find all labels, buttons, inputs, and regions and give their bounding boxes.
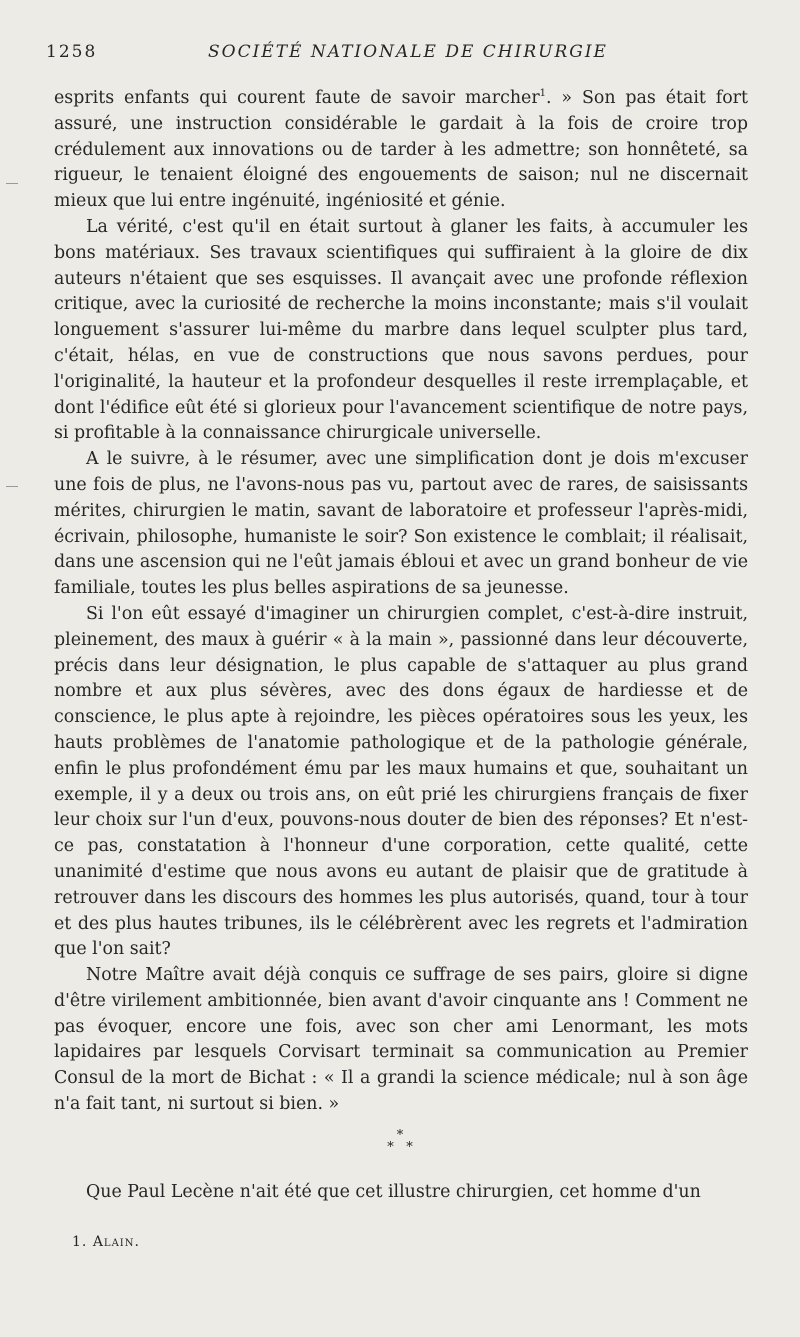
- running-title: SOCIÉTÉ NATIONALE DE CHIRURGIE: [208, 42, 608, 62]
- paragraph-3: A le suivre, à le résumer, avec une simplification dont je dois m'excuser une fois de plus, ne l'avons-nous pas vu, partout avec de rares, de saisissants mérites, chirurgien le matin, savant de laboratoire et professeur l'après-midi, écrivain, philosophe, humaniste le soir? Son existence le comblait; il réalisait, dans une ascension qui ne l'eût jamais ébloui et avec un grand bonheur de vie familiale, toutes les plus belles aspirations de sa jeunesse.: [54, 449, 748, 599]
- page-number: 1258: [46, 42, 98, 62]
- footnote-reference[interactable]: 1: [539, 88, 547, 100]
- footnote-text: Alain.: [92, 1234, 140, 1250]
- page-header: [46, 42, 726, 70]
- paragraph-2: La vérité, c'est qu'il en était surtout à glaner les faits, à accumuler les bons matériaux. Ses travaux scientifiques qui suffiraient à la gloire de dix auteurs n'étaient que ses esquisses. Il avançait avec une profonde réflexion critique, avec la curiosité de recherche la moins inconstante; mais s'il voulait longuement s'assurer lui-même du marbre dans lequel sculpter plus tard, c'était, hélas, en vue de constructions que nous savons perdues, pour l'originalité, la hauteur et la profondeur desquelles il reste irremplaçable, et dont l'édifice eût été si glorieux pour l'avancement scientifique de notre pays, si profitable à la connaissance chirurgicale universelle.: [54, 216, 748, 444]
- section-asterism: [380, 1130, 420, 1160]
- paragraph-5: Notre Maître avait déjà conquis ce suffrage de ses pairs, gloire si digne d'être virilement ambitionnée, bien avant d'avoir cinquante ans ! Comment ne pas évoquer, encore une fois, avec son cher ami Lenormant, les mots lapidaires par lesquels Corvisart terminait sa communication au Premier Consul de la mort de Bichat : « Il a grandi la science médicale; nul à son âge n'a fait tant, ni surtout si bien. »: [54, 965, 748, 1115]
- body-text: [54, 86, 748, 1118]
- margin-mark: [6, 486, 18, 487]
- footnote: [72, 1234, 140, 1250]
- footnote-number: 1.: [72, 1234, 88, 1250]
- closing-line: Que Paul Lecène n'ait été que cet illustre chirurgien, cet homme d'un: [86, 1182, 701, 1202]
- paragraph-4: Si l'on eût essayé d'imaginer un chirurgien complet, c'est-à-dire instruit, pleinement, des maux à guérir « à la main », passionné dans leur découverte, précis dans leur désignation, le plus capable de s'attaquer au plus grand nombre et aux plus sévères, avec des dons égaux de hardiesse et de conscience, le plus apte à rejoindre, les pièces opératoires sous les yeux, les hauts problèmes de l'anatomie pathologique et de la pathologie générale, enfin le plus profondément ému par les maux humains et que, souhaitant un exemple, il y a deux ou trois ans, on eût prié les chirurgiens français de fixer leur choix sur l'un d'eux, pouvons-nous douter de bien des réponses? Et n'est-ce pas, constatation à l'honneur d'une corporation, cette qualité, cette unanimité d'estime que nous avons eu autant de plaisir que de gratitude à retrouver dans les discours des hommes les plus autorisés, quand, tour à tour et des plus hautes tribunes, ils le célébrèrent avec les regrets et l'admiration que l'on sait?: [54, 603, 748, 960]
- asterism-top: *: [396, 1128, 404, 1143]
- paragraph-1-text: esprits enfants qui courent faute de savoir marcher: [54, 88, 540, 108]
- asterism-bottom: * *: [387, 1140, 413, 1155]
- paragraph-1-text-continued: . » Son pas était fort assuré, une instruction considérable le gardait à la fois de croire trop crédulement aux innovations ou de tarder à les admettre; son honnêteté, sa rigueur, le tenaient éloigné des engouements de saison; nul ne discernait mieux que lui entre ingénuité, ingéniosité et génie.: [54, 88, 748, 212]
- paragraph-1: [54, 86, 748, 215]
- margin-mark: [6, 183, 18, 184]
